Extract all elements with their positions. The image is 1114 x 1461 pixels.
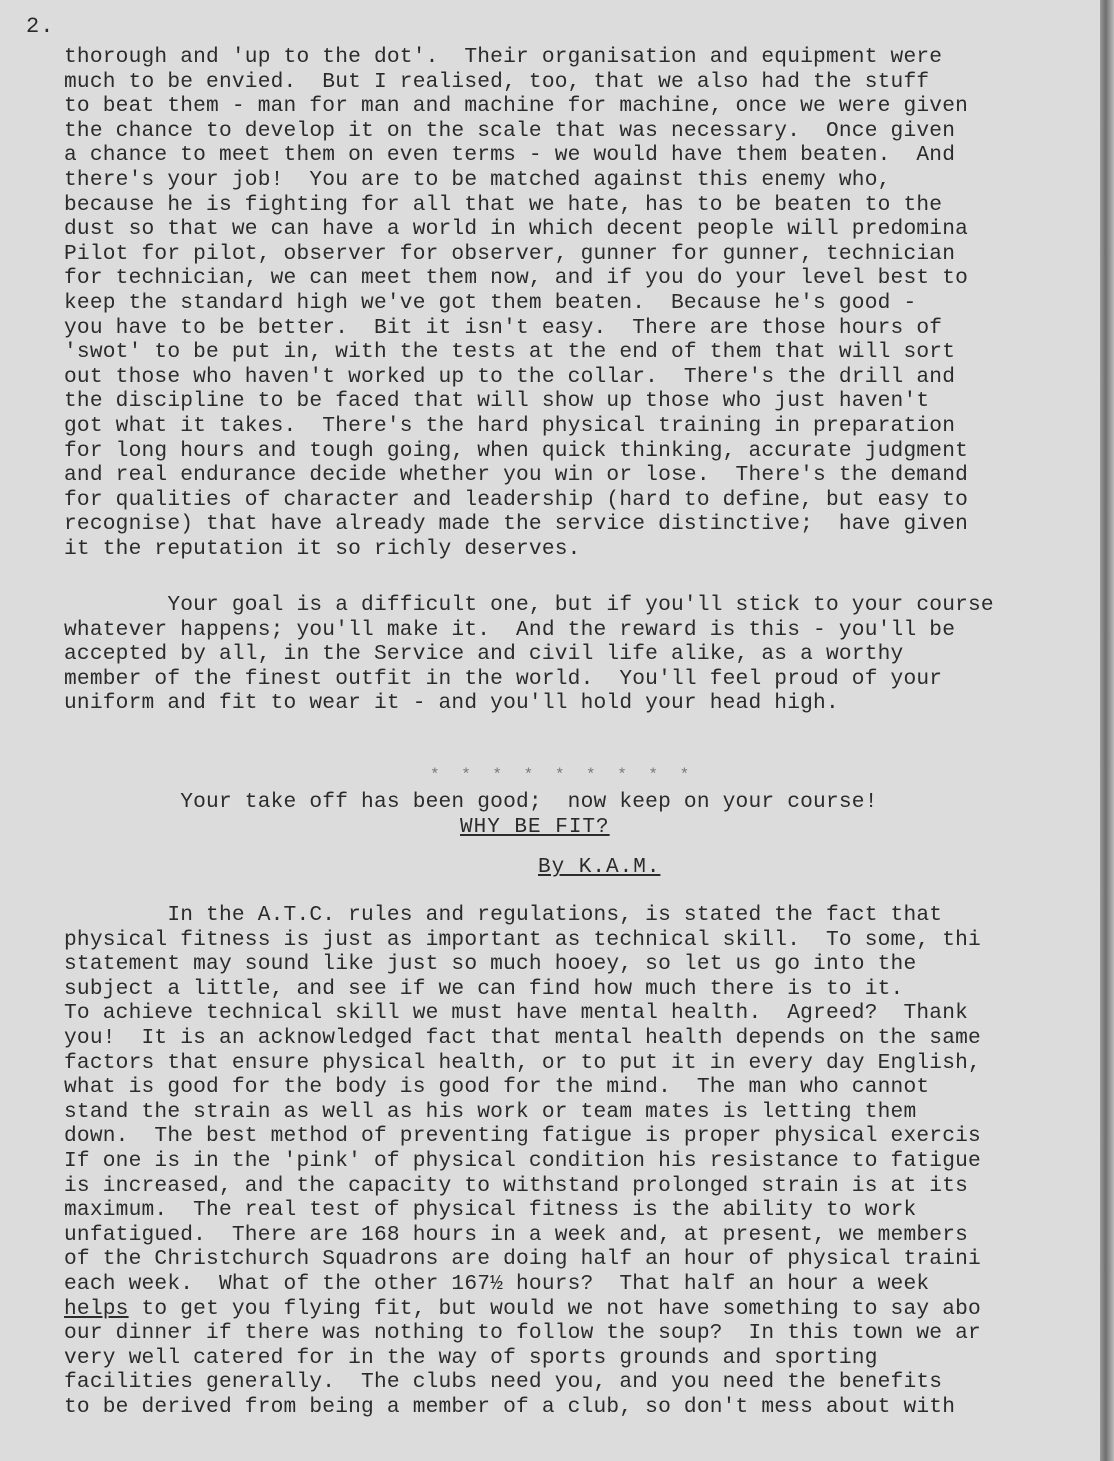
text-line: much to be envied. But I realised, too, that we also had the stuff [64, 69, 930, 94]
text-line: for technician, we can meet them now, and if you do your level best to [64, 266, 969, 291]
text-line: Your goal is a difficult one, but if you'll stick to your course [64, 593, 994, 617]
article-body [64, 903, 1094, 1419]
text-line: is increased, and the capacity to withstand prolonged strain is at its [64, 1173, 969, 1198]
text-line: whatever happens; you'll make it. And the reward is this - you'll be [64, 617, 956, 642]
separator-stars: * * * * * * * * * [430, 766, 696, 784]
text-line: because he is fighting for all that we hate, has to be beaten to the [64, 192, 943, 217]
text-line: Pilot for pilot, observer for observer, gunner for gunner, technician [64, 241, 956, 266]
text-line: to beat them - man for man and machine for machine, once we were given [64, 94, 969, 119]
text-line: 'swot' to be put in, with the tests at the end of them that will sort [64, 340, 956, 365]
text-line: a chance to meet them on even terms - we would have them beaten. And [64, 143, 956, 168]
text-line: for long hours and tough going, when quick thinking, accurate judgment [64, 438, 969, 463]
text-line: recognise) that have already made the service distinctive; have given [64, 512, 969, 537]
text-line: and real endurance decide whether you win or lose. There's the demand [64, 463, 969, 488]
text-line: accepted by all, in the Service and civil life alike, as a worthy [64, 642, 904, 667]
article-byline: By K.A.M. [538, 856, 661, 879]
text-line: unfatigued. There are 168 hours in a week and, at present, we members [64, 1222, 969, 1247]
text-line: you! It is an acknowledged fact that mental health depends on the same [64, 1025, 981, 1050]
text-line: the chance to develop it on the scale that was necessary. Once given [64, 118, 956, 143]
text-line: helps to get you flying fit, but would we not have something to say abo [64, 1296, 981, 1321]
text-line: To achieve technical skill we must have mental health. Agreed? Thank [64, 1001, 969, 1026]
text-line: statement may sound like just so much hooey, so let us go into the [64, 952, 917, 977]
text-line: factors that ensure physical health, or to put it in every day English, [64, 1050, 981, 1075]
text-line: there's your job! You are to be matched against this enemy who, [64, 167, 891, 192]
text-line: what is good for the body is good for the mind. The man who cannot [64, 1075, 930, 1100]
text-line: facilities generally. The clubs need you, and you need the benefits [64, 1370, 943, 1395]
text-line: out those who haven't worked up to the collar. There's the drill and [64, 364, 956, 389]
text-line: maximum. The real test of physical fitness is the ability to work [64, 1198, 917, 1223]
text-line: subject a little, and see if we can find how much there is to it. [64, 976, 904, 1001]
page-edge-shadow [1100, 0, 1114, 1461]
text-line: If one is in the 'pink' of physical condition his resistance to fatigue [64, 1148, 981, 1173]
closing-text: Your take off has been good; now keep on your course! [64, 790, 878, 815]
closing-line [64, 741, 1094, 864]
text-line: dust so that we can have a world in which decent people will predomina [64, 217, 969, 242]
text-line: of the Christchurch Squadrons are doing half an hour of physical traini [64, 1247, 981, 1272]
text-line: physical fitness is just as important as technical skill. To some, thi [64, 927, 981, 952]
text-line: member of the finest outfit in the world. You'll feel proud of your [64, 666, 943, 691]
text-line: stand the strain as well as his work or team mates is letting them [64, 1099, 917, 1124]
text-line: uniform and fit to wear it - and you'll hold your head high. [64, 691, 839, 716]
text-line: In the A.T.C. rules and regulations, is stated the fact that [64, 903, 943, 927]
text-line: the discipline to be faced that will show up those who just haven't [64, 389, 930, 414]
text-line: keep the standard high we've got them beaten. Because he's good - [64, 290, 917, 315]
text-line: got what it takes. There's the hard physical training in preparation [64, 413, 956, 438]
page-number: 2. [26, 14, 55, 39]
text-line: our dinner if there was nothing to follow the soup? In this town we ar [64, 1321, 981, 1346]
goal-paragraph [64, 593, 1094, 716]
text-line: down. The best method of preventing fatigue is proper physical exercis [64, 1124, 981, 1149]
text-line: it the reputation it so richly deserves. [64, 536, 581, 561]
text-line: thorough and 'up to the dot'. Their organisation and equipment were [64, 45, 943, 69]
text-line: you have to be better. Bit it isn't easy. There are those hours of [64, 315, 943, 340]
article-title: WHY BE FIT? [460, 816, 610, 839]
text-line: to be derived from being a member of a club, so don't mess about with [64, 1394, 956, 1419]
text-line: very well catered for in the way of sports grounds and sporting [64, 1345, 878, 1370]
text-line: for qualities of character and leadership (hard to define, but easy to [64, 487, 969, 512]
intro-paragraph [64, 45, 1094, 561]
text-line: each week. What of the other 167½ hours? That half an hour a week [64, 1271, 930, 1296]
